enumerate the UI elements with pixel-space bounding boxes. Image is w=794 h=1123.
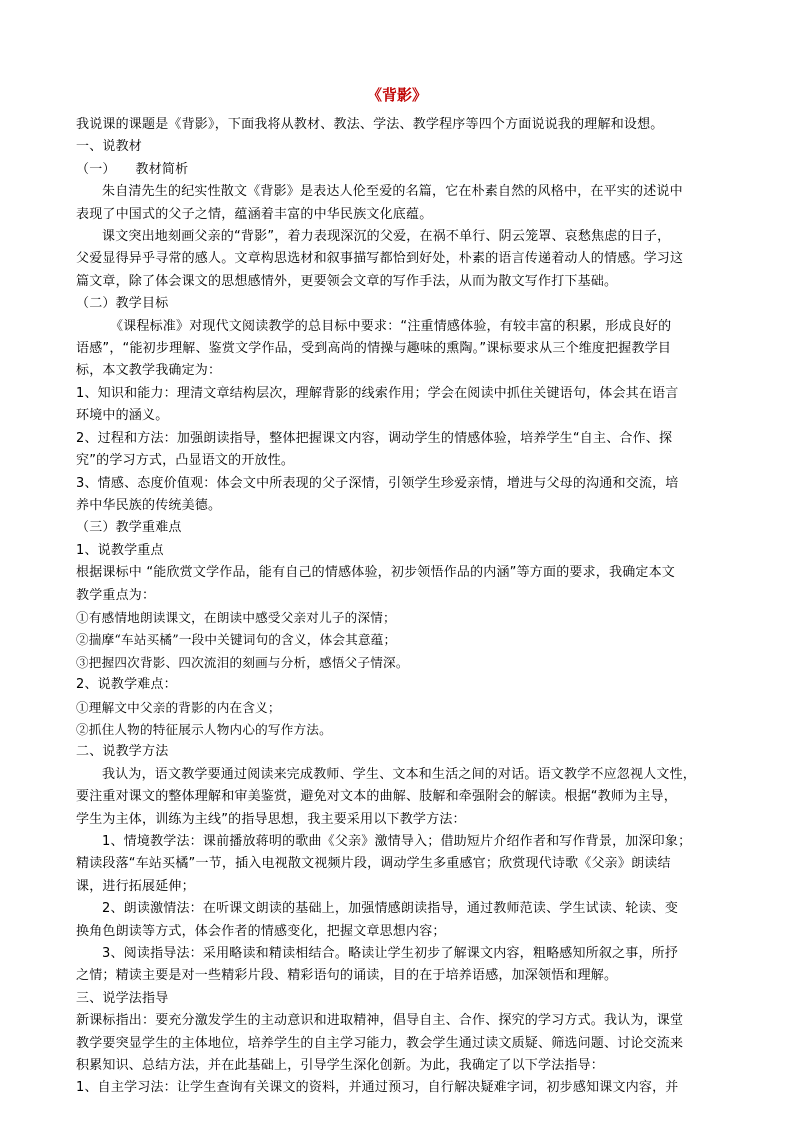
text-line: 1、情境教学法：课前播放蒋明的歌曲《父亲》激情导入；借助短片介绍作者和写作背景，加深印象； bbox=[102, 834, 692, 849]
text-line: ③把握四次背影、四次流泪的刻画与分析，感悟父子情深。 bbox=[76, 654, 409, 670]
text-line: （二）教学目标 bbox=[76, 296, 169, 312]
text-line: 新课标指出：要充分激发学生的主动意识和进取精神，倡导自主、合作、探究的学习方式。我认为，课堂 bbox=[76, 1013, 684, 1029]
text-line: 根据课标中 “能欣赏文学作品，能有自己的情感体验，初步领悟作品的内涵”等方面的要求，我确定本文 bbox=[76, 565, 676, 581]
text-line: 环境中的涵义。 bbox=[76, 408, 169, 424]
text-line: 究”的学习方式，凸显语文的开放性。 bbox=[76, 453, 295, 469]
text-line: 三、说学法指导 bbox=[76, 990, 169, 1006]
text-line: 篇文章，除了体会课文的思想感情外，更要领会文章的写作手法，从而为散文写作打下基础。 bbox=[76, 273, 618, 289]
text-line: 二、说教学方法 bbox=[76, 744, 169, 760]
text-line: ①理解文中父亲的背影的内在含义； bbox=[76, 699, 281, 715]
text-line: 课，进行拓展延伸； bbox=[76, 878, 195, 894]
text-line: 3、情感、态度价值观：体会文中所表现的父子深情，引领学生珍爱亲情，增进与父母的沟通和交流，培 bbox=[76, 475, 679, 491]
text-line: 1、说教学重点 bbox=[76, 542, 164, 558]
text-line: 积累知识、总结方法，并在此基础上，引导学生深化创新。为此，我确定了以下学法指导： bbox=[76, 1058, 605, 1074]
text-line: 教学要突显学生的主体地位，培养学生的自主学习能力，教会学生通过读文质疑、筛选问题、讨论交流来 bbox=[76, 1035, 684, 1051]
text-line: 朱自清先生的纪实性散文《背影》是表达人伦至爱的名篇，它在朴素自然的风格中，在平实的述说中 bbox=[102, 184, 683, 200]
text-line: 标，本文教学我确定为： bbox=[76, 363, 222, 379]
text-line: 《课程标准》对现代文阅读教学的总目标中要求：“注重情感体验，有较丰富的积累，形成良好的 bbox=[110, 318, 672, 334]
text-line: 精读段落“车站买橘”一节，插入电视散文视频片段，调动学生多重感官；欣赏现代诗歌《父亲》朗读结 bbox=[76, 856, 671, 872]
text-line: （三）教学重难点 bbox=[76, 520, 182, 536]
text-line: 我认为，语文教学要通过阅读来完成教师、学生、文本和生活之间的对话。语文教学不应忽视人文性， bbox=[102, 766, 697, 782]
text-line: 父爱显得异乎寻常的感人。文章构思选材和叙事描写都恰到好处，朴素的语言传递着动人的情感。学习这 bbox=[76, 251, 684, 267]
text-line: 要注重对课文的整体理解和审美鉴赏，避免对文本的曲解、肢解和牵强附会的解读。根据“教师为主导， bbox=[76, 789, 677, 805]
text-line: 之情；精读主要是对一些精彩片段、精彩语句的诵读，目的在于培养语感，加深领悟和理解。 bbox=[76, 968, 618, 984]
text-line: ②揣摩“车站买橘”一段中关键词句的含义，体会其意蕴； bbox=[76, 632, 397, 648]
text-line: 2、过程和方法：加强朗读指导，整体把握课文内容，调动学生的情感体验，培养学生“自主、合作、探 bbox=[76, 430, 673, 446]
text-line: （一） 教材简析 bbox=[76, 161, 189, 177]
text-line: 1、自主学习法：让学生查询有关课文的资料，并通过预习，自行解决疑难字词，初步感知课文内容，并 bbox=[76, 1080, 679, 1096]
text-line: 表现了中国式的父子之情，蕴涵着丰富的中华民族文化底蕴。 bbox=[76, 206, 433, 222]
document-body bbox=[76, 114, 718, 1100]
text-line: 我说课的课题是《背影》，下面我将从教材、教法、学法、教学程序等四个方面说说我的理解和设想。 bbox=[76, 117, 664, 132]
text-line: ②抓住人物的特征展示人物内心的写作方法。 bbox=[76, 721, 332, 737]
page-title: 《背影》 bbox=[366, 86, 427, 104]
text-line: 2、朗读激情法：在听课文朗读的基础上，加强情感朗读指导，通过教师范读、学生试读、轮读、变 bbox=[102, 901, 679, 917]
text-line: ①有感情地朗读课文，在朗读中感受父亲对儿子的深情； bbox=[76, 609, 396, 625]
text-line: 3、阅读指导法：采用略读和精读相结合。略读让学生初步了解课文内容，粗略感知所叙之事，所抒 bbox=[102, 946, 679, 962]
text-line: 教学重点为： bbox=[76, 587, 156, 603]
text-line: 语感”，“能初步理解、鉴赏文学作品，受到高尚的情操与趣味的熏陶。”课标要求从三个维度把握教学目 bbox=[76, 341, 672, 357]
text-line: 一、说教材 bbox=[76, 139, 143, 155]
text-line: 换角色朗读等方式，体会作者的情感变化，把握文章思想内容； bbox=[76, 923, 446, 939]
text-line: 2、说教学难点： bbox=[76, 677, 177, 693]
text-line: 课文突出地刻画父亲的“背影”，着力表现深沉的父爱，在祸不单行、阴云笼罩、哀愁焦虑的日子， bbox=[102, 229, 671, 245]
text-line: 1、知识和能力：理清文章结构层次，理解背影的线索作用；学会在阅读中抓住关键语句，体会其在语言 bbox=[76, 385, 679, 401]
text-line: 学生为主体，训练为主线”的指导思想，我主要采用以下教学方法： bbox=[76, 811, 466, 827]
text-line: 养中华民族的传统美德。 bbox=[76, 497, 222, 513]
